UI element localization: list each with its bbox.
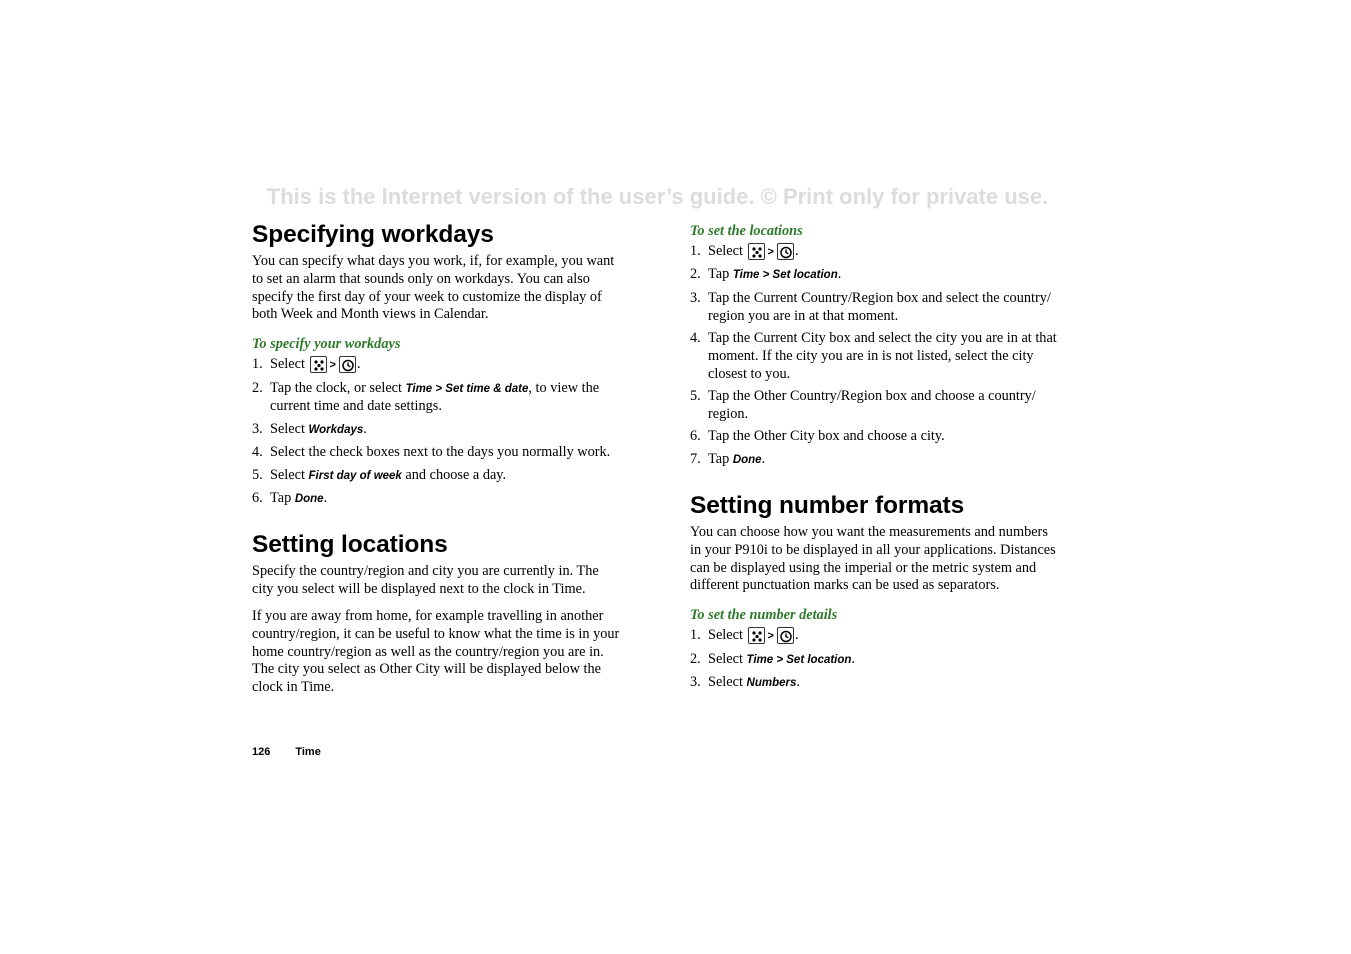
- right-column: [690, 222, 1062, 697]
- watermark: This is the Internet version of the user’s guide. © Print only for private use.: [266, 184, 1049, 209]
- list-item: 4. Select the check boxes next to the days you normally work.: [252, 444, 611, 461]
- number-details-steps: [690, 627, 1062, 693]
- subheading-set-number-details: To set the number details: [690, 607, 838, 624]
- subheading-set-locations: To set the locations: [690, 223, 803, 239]
- list-item: 5. Select First day of week and choose a day.: [252, 466, 507, 483]
- list-item: 3. Select Numbers.: [690, 673, 800, 690]
- list-item: 6. Tap Done.: [252, 489, 328, 506]
- clock-icon: [777, 627, 794, 644]
- heading-setting-locations: Setting locations: [252, 531, 448, 559]
- page-footer: [252, 746, 321, 758]
- number-formats-body: You can choose how you want the measurements and numbers in your P910i to be displayed in all your applications. Distances can be displayed using the imperial or the metric system and different punctuation marks can be used as separators.: [690, 523, 1056, 594]
- heading-specifying-workdays: Specifying workdays: [252, 221, 494, 248]
- list-item: 5. Tap the Other Country/Region box and choose a country/ region.: [690, 387, 1036, 422]
- list-item: 4. Tap the Current City box and select the city you are in at that moment. If the city you are in is not listed, select the city closest to you.: [690, 329, 1057, 382]
- left-column: [252, 220, 622, 697]
- page-number: 126: [252, 746, 271, 758]
- list-item: 1. Select > .: [252, 356, 361, 373]
- applications-grid-icon: [748, 243, 765, 260]
- list-item: 2. Select Time > Set location.: [690, 650, 856, 667]
- heading-setting-number-formats: Setting number formats: [690, 491, 965, 519]
- list-item: 6. Tap the Other City box and choose a city.: [690, 428, 945, 445]
- clock-icon: [777, 243, 794, 260]
- locations-body-2: If you are away from home, for example travelling in another country/region, it can be useful to know what the time is in your home country/region as well as the country/region you are in. The city you select as Other City will be displayed below the clock in Time.: [252, 607, 620, 696]
- applications-grid-icon: [310, 356, 327, 373]
- applications-grid-icon: [748, 627, 765, 644]
- subheading-specify-workdays: To specify your workdays: [252, 336, 401, 353]
- locations-body-1: Specify the country/region and city you are currently in. The city you select will be displayed next to the clock in Time.: [252, 563, 599, 598]
- list-item: 1. Select > .: [690, 627, 799, 644]
- section-name: Time: [295, 746, 321, 758]
- list-item: 7. Tap Done.: [690, 450, 766, 467]
- set-locations-steps: [690, 243, 1062, 469]
- clock-icon: [339, 356, 356, 373]
- list-item: 3. Tap the Current Country/Region box and select the country/ region you are in at that moment.: [690, 289, 1051, 324]
- list-item: 2. Tap Time > Set location.: [690, 266, 842, 283]
- list-item: 3. Select Workdays.: [252, 420, 367, 437]
- workdays-body: You can specify what days you work, if, for example, you want to set an alarm that sounds only on workdays. You can also specify the first day of your week to customize the display of both Week and Month views in Calendar.: [252, 253, 615, 323]
- workdays-steps: [252, 356, 622, 509]
- list-item: 1. Select > .: [690, 243, 799, 259]
- list-item: 2. Tap the clock, or select Time > Set time & date, to view the current time and date settings.: [252, 379, 600, 415]
